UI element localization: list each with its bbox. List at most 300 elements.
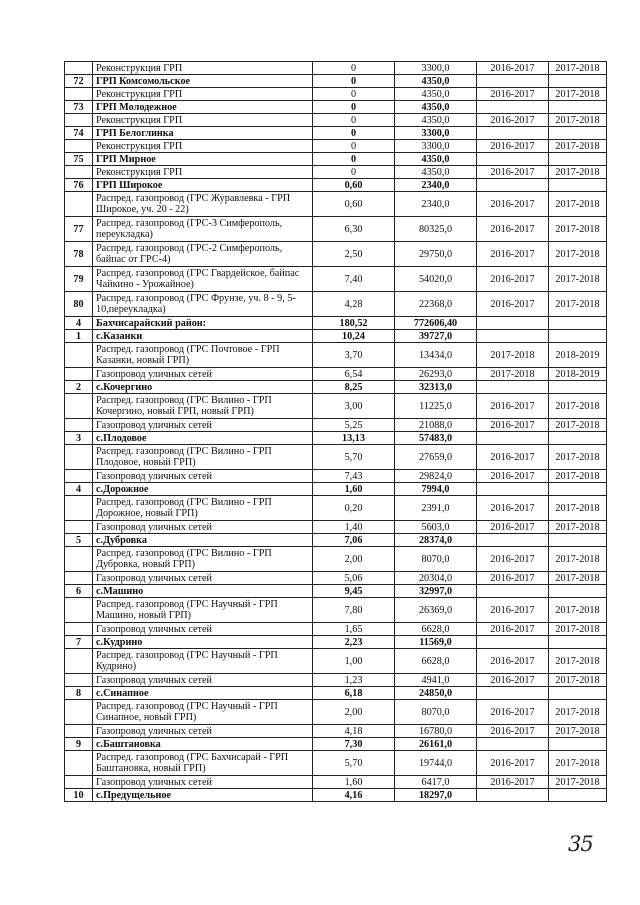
row-length-cell: 0 bbox=[313, 140, 395, 153]
row-period-end-cell: 2017-2018 bbox=[549, 572, 607, 585]
row-period-end-cell: 2017-2018 bbox=[549, 521, 607, 534]
row-name-cell: Газопровод уличных сетей bbox=[93, 521, 313, 534]
row-length-cell: 3,00 bbox=[313, 394, 395, 419]
table-row bbox=[65, 776, 607, 789]
row-period-start-cell: 2016-2017 bbox=[477, 547, 549, 572]
table-row bbox=[65, 166, 607, 179]
row-period-end-cell: 2017-2018 bbox=[549, 649, 607, 674]
row-period-end-cell bbox=[549, 381, 607, 394]
row-length-cell: 8,25 bbox=[313, 381, 395, 394]
row-name-cell: с.Баштановка bbox=[93, 738, 313, 751]
row-period-end-cell: 2017-2018 bbox=[549, 496, 607, 521]
row-name-cell: с.Казанки bbox=[93, 330, 313, 343]
row-period-end-cell bbox=[549, 179, 607, 192]
table-row bbox=[65, 751, 607, 776]
row-period-end-cell: 2017-2018 bbox=[549, 598, 607, 623]
table-row bbox=[65, 101, 607, 114]
row-cost-cell: 27659,0 bbox=[395, 445, 477, 470]
row-length-cell: 5,06 bbox=[313, 572, 395, 585]
table-row bbox=[65, 483, 607, 496]
row-length-cell: 6,30 bbox=[313, 217, 395, 242]
row-period-end-cell: 2017-2018 bbox=[549, 674, 607, 687]
row-cost-cell: 8070,0 bbox=[395, 700, 477, 725]
row-period-start-cell: 2016-2017 bbox=[477, 521, 549, 534]
row-cost-cell: 32313,0 bbox=[395, 381, 477, 394]
row-cost-cell: 4350,0 bbox=[395, 166, 477, 179]
table-row bbox=[65, 789, 607, 802]
row-period-start-cell: 2016-2017 bbox=[477, 751, 549, 776]
row-period-end-cell: 2017-2018 bbox=[549, 623, 607, 636]
row-cost-cell: 28374,0 bbox=[395, 534, 477, 547]
row-name-cell: Распред. газопровод (ГРС Научный - ГРП Синапное, новый ГРП) bbox=[93, 700, 313, 725]
row-cost-cell: 39727,0 bbox=[395, 330, 477, 343]
row-name-cell: с.Дорожное bbox=[93, 483, 313, 496]
row-number-cell bbox=[65, 547, 93, 572]
table-row bbox=[65, 368, 607, 381]
row-cost-cell: 29824,0 bbox=[395, 470, 477, 483]
row-number-cell: 80 bbox=[65, 292, 93, 317]
row-period-end-cell bbox=[549, 432, 607, 445]
row-period-start-cell: 2016-2017 bbox=[477, 623, 549, 636]
row-name-cell: Бахчисарайский район: bbox=[93, 317, 313, 330]
row-length-cell: 7,43 bbox=[313, 470, 395, 483]
row-cost-cell: 4350,0 bbox=[395, 88, 477, 101]
table-row bbox=[65, 572, 607, 585]
document-page bbox=[64, 61, 606, 802]
table-row bbox=[65, 114, 607, 127]
row-period-end-cell bbox=[549, 153, 607, 166]
row-number-cell bbox=[65, 140, 93, 153]
row-length-cell: 0 bbox=[313, 114, 395, 127]
row-length-cell: 7,40 bbox=[313, 267, 395, 292]
row-length-cell: 6,18 bbox=[313, 687, 395, 700]
row-number-cell bbox=[65, 470, 93, 483]
row-period-start-cell: 2016-2017 bbox=[477, 470, 549, 483]
row-number-cell bbox=[65, 623, 93, 636]
row-cost-cell: 21088,0 bbox=[395, 419, 477, 432]
table-row bbox=[65, 343, 607, 368]
table-row bbox=[65, 649, 607, 674]
row-number-cell: 72 bbox=[65, 75, 93, 88]
row-period-start-cell: 2016-2017 bbox=[477, 496, 549, 521]
table-row bbox=[65, 674, 607, 687]
row-number-cell bbox=[65, 445, 93, 470]
row-period-start-cell bbox=[477, 101, 549, 114]
row-number-cell bbox=[65, 700, 93, 725]
row-number-cell: 9 bbox=[65, 738, 93, 751]
table-row bbox=[65, 140, 607, 153]
row-period-end-cell: 2018-2019 bbox=[549, 343, 607, 368]
row-period-start-cell: 2017-2018 bbox=[477, 368, 549, 381]
row-period-end-cell: 2017-2018 bbox=[549, 394, 607, 419]
row-length-cell: 2,50 bbox=[313, 242, 395, 267]
row-period-end-cell bbox=[549, 738, 607, 751]
row-number-cell: 1 bbox=[65, 330, 93, 343]
row-number-cell: 76 bbox=[65, 179, 93, 192]
row-period-end-cell: 2017-2018 bbox=[549, 242, 607, 267]
row-cost-cell: 4350,0 bbox=[395, 75, 477, 88]
row-cost-cell: 29750,0 bbox=[395, 242, 477, 267]
row-period-start-cell: 2016-2017 bbox=[477, 88, 549, 101]
row-period-start-cell: 2016-2017 bbox=[477, 62, 549, 75]
row-name-cell: с.Кудрино bbox=[93, 636, 313, 649]
row-number-cell bbox=[65, 192, 93, 217]
table-row bbox=[65, 381, 607, 394]
row-period-end-cell: 2017-2018 bbox=[549, 445, 607, 470]
row-cost-cell: 2340,0 bbox=[395, 192, 477, 217]
row-number-cell: 5 bbox=[65, 534, 93, 547]
row-period-end-cell bbox=[549, 483, 607, 496]
table-row bbox=[65, 317, 607, 330]
table-row bbox=[65, 242, 607, 267]
row-cost-cell: 3300,0 bbox=[395, 127, 477, 140]
table-row bbox=[65, 521, 607, 534]
row-number-cell: 75 bbox=[65, 153, 93, 166]
table-row bbox=[65, 292, 607, 317]
row-period-end-cell bbox=[549, 101, 607, 114]
row-cost-cell: 11225,0 bbox=[395, 394, 477, 419]
table-row bbox=[65, 687, 607, 700]
row-number-cell: 78 bbox=[65, 242, 93, 267]
row-cost-cell: 13434,0 bbox=[395, 343, 477, 368]
row-length-cell: 1,00 bbox=[313, 649, 395, 674]
row-cost-cell: 2340,0 bbox=[395, 179, 477, 192]
row-cost-cell: 57483,0 bbox=[395, 432, 477, 445]
table-row bbox=[65, 127, 607, 140]
row-cost-cell: 6628,0 bbox=[395, 649, 477, 674]
row-period-start-cell: 2016-2017 bbox=[477, 572, 549, 585]
row-number-cell bbox=[65, 751, 93, 776]
table-row bbox=[65, 179, 607, 192]
row-name-cell: ГРП Широкое bbox=[93, 179, 313, 192]
row-number-cell: 10 bbox=[65, 789, 93, 802]
row-length-cell: 1,60 bbox=[313, 776, 395, 789]
table-row bbox=[65, 738, 607, 751]
row-period-start-cell: 2016-2017 bbox=[477, 419, 549, 432]
row-number-cell bbox=[65, 88, 93, 101]
row-name-cell: Распред. газопровод (ГРС Научный - ГРП Машино, новый ГРП) bbox=[93, 598, 313, 623]
row-number-cell bbox=[65, 725, 93, 738]
row-cost-cell: 26293,0 bbox=[395, 368, 477, 381]
row-name-cell: Распред. газопровод (ГРС Вилино - ГРП Дорожное, новый ГРП) bbox=[93, 496, 313, 521]
row-length-cell: 2,23 bbox=[313, 636, 395, 649]
row-number-cell bbox=[65, 394, 93, 419]
table-row bbox=[65, 62, 607, 75]
row-number-cell bbox=[65, 776, 93, 789]
row-period-start-cell bbox=[477, 483, 549, 496]
row-period-start-cell: 2016-2017 bbox=[477, 267, 549, 292]
row-number-cell bbox=[65, 572, 93, 585]
table-row bbox=[65, 636, 607, 649]
row-name-cell: Газопровод уличных сетей bbox=[93, 725, 313, 738]
row-number-cell bbox=[65, 496, 93, 521]
row-period-start-cell: 2016-2017 bbox=[477, 776, 549, 789]
row-name-cell: с.Синапное bbox=[93, 687, 313, 700]
row-period-end-cell bbox=[549, 636, 607, 649]
row-period-end-cell: 2017-2018 bbox=[549, 267, 607, 292]
row-period-start-cell: 2016-2017 bbox=[477, 598, 549, 623]
row-number-cell bbox=[65, 649, 93, 674]
row-period-start-cell bbox=[477, 738, 549, 751]
row-length-cell: 1,40 bbox=[313, 521, 395, 534]
row-period-start-cell bbox=[477, 636, 549, 649]
row-name-cell: Распред. газопровод (ГРС-3 Симферополь, переукладка) bbox=[93, 217, 313, 242]
row-number-cell: 77 bbox=[65, 217, 93, 242]
row-period-start-cell bbox=[477, 179, 549, 192]
row-period-start-cell: 2016-2017 bbox=[477, 192, 549, 217]
row-number-cell bbox=[65, 368, 93, 381]
row-length-cell: 7,06 bbox=[313, 534, 395, 547]
row-name-cell: Распред. газопровод (ГРС Фрунзе, уч. 8 - 9, 5-10,переукладка) bbox=[93, 292, 313, 317]
row-cost-cell: 32997,0 bbox=[395, 585, 477, 598]
row-period-start-cell: 2016-2017 bbox=[477, 700, 549, 725]
row-cost-cell: 3300,0 bbox=[395, 140, 477, 153]
row-number-cell: 8 bbox=[65, 687, 93, 700]
row-name-cell: Распред. газопровод (ГРС Вилино - ГРП Дубровка, новый ГРП) bbox=[93, 547, 313, 572]
row-name-cell: Распред. газопровод (ГРС Научный - ГРП Кудрино) bbox=[93, 649, 313, 674]
row-length-cell: 1,23 bbox=[313, 674, 395, 687]
row-length-cell: 4,18 bbox=[313, 725, 395, 738]
row-period-start-cell bbox=[477, 534, 549, 547]
row-length-cell: 5,70 bbox=[313, 445, 395, 470]
row-length-cell: 0 bbox=[313, 101, 395, 114]
row-length-cell: 180,52 bbox=[313, 317, 395, 330]
row-length-cell: 2,00 bbox=[313, 700, 395, 725]
row-period-start-cell: 2016-2017 bbox=[477, 166, 549, 179]
row-period-end-cell bbox=[549, 585, 607, 598]
table-row bbox=[65, 623, 607, 636]
row-name-cell: Распред. газопровод (ГРС Бахчисарай - ГРП Баштановка, новый ГРП) bbox=[93, 751, 313, 776]
row-name-cell: Распред. газопровод (ГРС Вилино - ГРП Кочергино, новый ГРП, новый ГРП) bbox=[93, 394, 313, 419]
row-name-cell: Реконструкция ГРП bbox=[93, 166, 313, 179]
row-period-start-cell: 2016-2017 bbox=[477, 217, 549, 242]
table-row bbox=[65, 585, 607, 598]
row-cost-cell: 26369,0 bbox=[395, 598, 477, 623]
row-period-start-cell bbox=[477, 432, 549, 445]
row-name-cell: ГРП Мирное bbox=[93, 153, 313, 166]
row-name-cell: Распред. газопровод (ГРС Журавлевка - ГРП Широкое, уч. 20 - 22) bbox=[93, 192, 313, 217]
row-period-end-cell: 2017-2018 bbox=[549, 547, 607, 572]
row-name-cell: ГРП Молодежное bbox=[93, 101, 313, 114]
row-period-start-cell bbox=[477, 153, 549, 166]
table-row bbox=[65, 75, 607, 88]
row-cost-cell: 4350,0 bbox=[395, 101, 477, 114]
table-row bbox=[65, 700, 607, 725]
row-name-cell: Распред. газопровод (ГРС Почтовое - ГРП Казанки, новый ГРП) bbox=[93, 343, 313, 368]
row-period-start-cell bbox=[477, 789, 549, 802]
table-row bbox=[65, 153, 607, 166]
row-cost-cell: 6628,0 bbox=[395, 623, 477, 636]
row-length-cell: 0 bbox=[313, 62, 395, 75]
row-cost-cell: 19744,0 bbox=[395, 751, 477, 776]
row-cost-cell: 4350,0 bbox=[395, 114, 477, 127]
row-number-cell bbox=[65, 166, 93, 179]
row-name-cell: ГРП Белоглинка bbox=[93, 127, 313, 140]
row-period-start-cell: 2016-2017 bbox=[477, 394, 549, 419]
row-period-end-cell: 2017-2018 bbox=[549, 751, 607, 776]
row-period-end-cell: 2017-2018 bbox=[549, 217, 607, 242]
table-row bbox=[65, 88, 607, 101]
row-length-cell: 0 bbox=[313, 75, 395, 88]
row-length-cell: 4,28 bbox=[313, 292, 395, 317]
row-period-start-cell: 2016-2017 bbox=[477, 292, 549, 317]
row-period-end-cell: 2017-2018 bbox=[549, 292, 607, 317]
row-period-start-cell bbox=[477, 330, 549, 343]
row-period-start-cell: 2016-2017 bbox=[477, 140, 549, 153]
row-period-start-cell bbox=[477, 381, 549, 394]
row-name-cell: Реконструкция ГРП bbox=[93, 140, 313, 153]
row-cost-cell: 8070,0 bbox=[395, 547, 477, 572]
row-period-start-cell: 2016-2017 bbox=[477, 674, 549, 687]
row-number-cell bbox=[65, 598, 93, 623]
row-period-start-cell: 2016-2017 bbox=[477, 114, 549, 127]
row-name-cell: с.Машино bbox=[93, 585, 313, 598]
row-cost-cell: 2391,0 bbox=[395, 496, 477, 521]
row-period-end-cell: 2017-2018 bbox=[549, 62, 607, 75]
row-period-end-cell: 2017-2018 bbox=[549, 700, 607, 725]
row-name-cell: Реконструкция ГРП bbox=[93, 88, 313, 101]
row-period-end-cell: 2017-2018 bbox=[549, 192, 607, 217]
table-row bbox=[65, 470, 607, 483]
row-length-cell: 5,70 bbox=[313, 751, 395, 776]
row-period-start-cell: 2016-2017 bbox=[477, 649, 549, 674]
row-period-end-cell bbox=[549, 330, 607, 343]
row-period-start-cell bbox=[477, 127, 549, 140]
row-period-start-cell bbox=[477, 585, 549, 598]
row-length-cell: 2,00 bbox=[313, 547, 395, 572]
row-cost-cell: 24850,0 bbox=[395, 687, 477, 700]
row-name-cell: Газопровод уличных сетей bbox=[93, 572, 313, 585]
row-length-cell: 7,30 bbox=[313, 738, 395, 751]
row-name-cell: Распред. газопровод (ГРС Гвардейское, байпас Чайкино - Урожайное) bbox=[93, 267, 313, 292]
row-period-end-cell bbox=[549, 687, 607, 700]
table-body bbox=[65, 62, 607, 802]
row-length-cell: 13,13 bbox=[313, 432, 395, 445]
row-name-cell: Реконструкция ГРП bbox=[93, 62, 313, 75]
row-name-cell: Распред. газопровод (ГРС-2 Симферополь, байпас от ГРС-4) bbox=[93, 242, 313, 267]
row-name-cell: Газопровод уличных сетей bbox=[93, 368, 313, 381]
row-number-cell bbox=[65, 419, 93, 432]
row-number-cell bbox=[65, 114, 93, 127]
row-number-cell: 6 bbox=[65, 585, 93, 598]
row-cost-cell: 54020,0 bbox=[395, 267, 477, 292]
row-cost-cell: 26161,0 bbox=[395, 738, 477, 751]
row-name-cell: Газопровод уличных сетей bbox=[93, 470, 313, 483]
row-period-start-cell: 2016-2017 bbox=[477, 242, 549, 267]
table-row bbox=[65, 394, 607, 419]
row-period-end-cell bbox=[549, 534, 607, 547]
row-period-start-cell bbox=[477, 317, 549, 330]
row-name-cell: Газопровод уличных сетей bbox=[93, 623, 313, 636]
row-number-cell: 4 bbox=[65, 483, 93, 496]
row-name-cell: с.Предущельное bbox=[93, 789, 313, 802]
row-number-cell: 7 bbox=[65, 636, 93, 649]
row-length-cell: 0,60 bbox=[313, 192, 395, 217]
row-cost-cell: 80325,0 bbox=[395, 217, 477, 242]
table-row bbox=[65, 547, 607, 572]
row-period-start-cell: 2016-2017 bbox=[477, 445, 549, 470]
row-name-cell: Реконструкция ГРП bbox=[93, 114, 313, 127]
row-length-cell: 0,20 bbox=[313, 496, 395, 521]
row-length-cell: 0,60 bbox=[313, 179, 395, 192]
row-length-cell: 0 bbox=[313, 153, 395, 166]
row-period-end-cell: 2017-2018 bbox=[549, 88, 607, 101]
table-row bbox=[65, 192, 607, 217]
table-row bbox=[65, 419, 607, 432]
row-cost-cell: 18297,0 bbox=[395, 789, 477, 802]
row-name-cell: с.Дубровка bbox=[93, 534, 313, 547]
row-period-end-cell: 2017-2018 bbox=[549, 419, 607, 432]
row-length-cell: 1,65 bbox=[313, 623, 395, 636]
row-cost-cell: 22368,0 bbox=[395, 292, 477, 317]
row-period-end-cell: 2017-2018 bbox=[549, 166, 607, 179]
gas-pipeline-table bbox=[64, 61, 607, 802]
row-length-cell: 5,25 bbox=[313, 419, 395, 432]
row-period-start-cell bbox=[477, 687, 549, 700]
table-row bbox=[65, 598, 607, 623]
row-length-cell: 0 bbox=[313, 166, 395, 179]
row-number-cell bbox=[65, 343, 93, 368]
row-period-end-cell bbox=[549, 75, 607, 88]
row-length-cell: 0 bbox=[313, 127, 395, 140]
table-row bbox=[65, 534, 607, 547]
row-period-end-cell bbox=[549, 317, 607, 330]
row-period-start-cell: 2017-2018 bbox=[477, 343, 549, 368]
row-period-start-cell bbox=[477, 75, 549, 88]
row-length-cell: 7,80 bbox=[313, 598, 395, 623]
row-period-end-cell: 2017-2018 bbox=[549, 114, 607, 127]
row-name-cell: Газопровод уличных сетей bbox=[93, 674, 313, 687]
row-period-end-cell bbox=[549, 127, 607, 140]
row-name-cell: с.Плодовое bbox=[93, 432, 313, 445]
row-length-cell: 4,16 bbox=[313, 789, 395, 802]
row-number-cell: 2 bbox=[65, 381, 93, 394]
row-number-cell: 4 bbox=[65, 317, 93, 330]
row-period-end-cell: 2017-2018 bbox=[549, 776, 607, 789]
row-length-cell: 6,54 bbox=[313, 368, 395, 381]
row-name-cell: Газопровод уличных сетей bbox=[93, 776, 313, 789]
row-name-cell: с.Кочергино bbox=[93, 381, 313, 394]
row-cost-cell: 16780,0 bbox=[395, 725, 477, 738]
row-cost-cell: 772606,40 bbox=[395, 317, 477, 330]
row-period-end-cell: 2018-2019 bbox=[549, 368, 607, 381]
row-number-cell: 3 bbox=[65, 432, 93, 445]
table-row bbox=[65, 725, 607, 738]
row-number-cell: 79 bbox=[65, 267, 93, 292]
row-period-end-cell: 2017-2018 bbox=[549, 470, 607, 483]
table-row bbox=[65, 217, 607, 242]
table-row bbox=[65, 267, 607, 292]
row-name-cell: Газопровод уличных сетей bbox=[93, 419, 313, 432]
row-cost-cell: 7994,0 bbox=[395, 483, 477, 496]
row-length-cell: 0 bbox=[313, 88, 395, 101]
row-cost-cell: 4350,0 bbox=[395, 153, 477, 166]
row-cost-cell: 11569,0 bbox=[395, 636, 477, 649]
row-number-cell: 73 bbox=[65, 101, 93, 114]
table-row bbox=[65, 432, 607, 445]
row-number-cell bbox=[65, 521, 93, 534]
row-number-cell bbox=[65, 674, 93, 687]
table-row bbox=[65, 330, 607, 343]
row-cost-cell: 4941,0 bbox=[395, 674, 477, 687]
row-cost-cell: 3300,0 bbox=[395, 62, 477, 75]
row-period-start-cell: 2016-2017 bbox=[477, 725, 549, 738]
table-row bbox=[65, 496, 607, 521]
row-length-cell: 1,60 bbox=[313, 483, 395, 496]
row-length-cell: 9,45 bbox=[313, 585, 395, 598]
table-row bbox=[65, 445, 607, 470]
row-period-end-cell: 2017-2018 bbox=[549, 140, 607, 153]
